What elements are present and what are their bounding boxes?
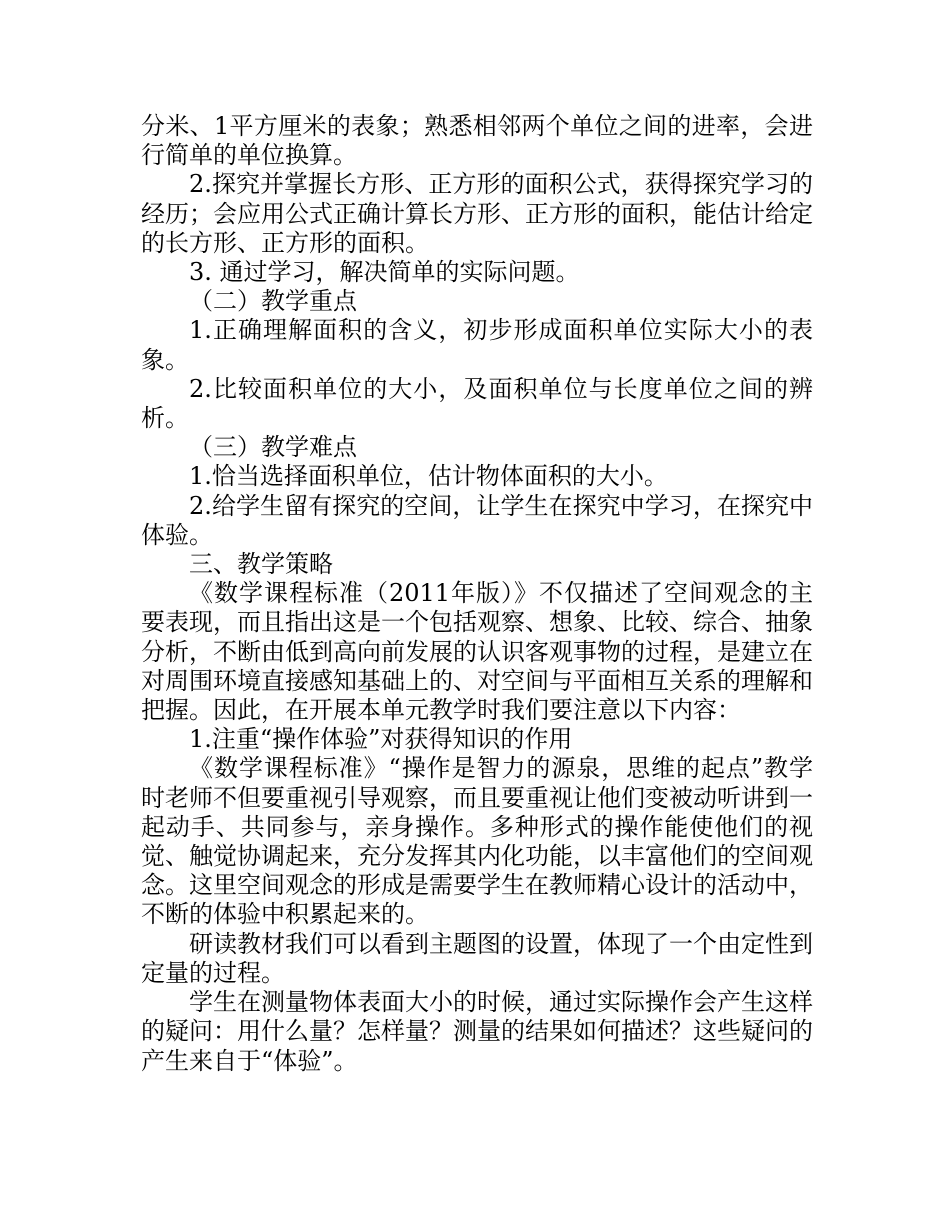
section-heading: （三）教学难点 <box>189 433 357 462</box>
paragraph: 分米、1平方厘米的表象；熟悉相邻两个单位之间的进率，会进行简单的单位换算。 <box>141 112 813 170</box>
paragraph: 研读教材我们可以看到主题图的设置，体现了一个由定性到定量的过程。 <box>141 929 813 987</box>
paragraph: 学生在测量物体表面大小的时候，通过实际操作会产生这样的疑问：用什么量？怎样量？测量的结果如何描述？这些疑问的产生来自于“体验”。 <box>141 988 813 1075</box>
paragraph: 1.注重“操作体验”对获得知识的作用 <box>189 725 573 754</box>
paragraph: 《数学课程标准》“操作是智力的源泉，思维的起点”教学时老师不但要重视引导观察，而且要重视让他们变被动听讲到一起动手、共同参与，亲身操作。多种形式的操作能使他们的视觉、触觉协调起来，充分发挥其内化功能，以丰富他们的空间观念。这里空间观念的形成是需要学生在教师精心设计的活动中，不断的体验中积累起来的。 <box>141 754 813 929</box>
paragraph: 1.恰当选择面积单位，估计物体面积的大小。 <box>189 462 668 491</box>
document-body <box>141 112 813 1076</box>
paragraph: 2.探究并掌握长方形、正方形的面积公式，获得探究学习的经历；会应用公式正确计算长方形、正方形的面积，能估计给定的长方形、正方形的面积。 <box>141 170 813 257</box>
section-heading: （二）教学重点 <box>189 287 357 316</box>
paragraph: 3. 通过学习，解决简单的实际问题。 <box>189 258 580 287</box>
paragraph: 1.正确理解面积的含义，初步形成面积单位实际大小的表象。 <box>141 316 813 374</box>
paragraph: 《数学课程标准（2011年版）》不仅描述了空间观念的主要表现，而且指出这是一个包括观察、想象、比较、综合、抽象分析，不断由低到高向前发展的认识客观事物的过程，是建立在对周围环境直接感知基础上的、对空间与平面相互关系的理解和把握。因此，在开展本单元教学时我们要注意以下内容： <box>141 579 813 725</box>
section-heading: 三、教学策略 <box>189 550 333 579</box>
paragraph: 2.给学生留有探究的空间，让学生在探究中学习，在探究中体验。 <box>141 491 813 549</box>
paragraph: 2.比较面积单位的大小，及面积单位与长度单位之间的辨析。 <box>141 374 813 433</box>
